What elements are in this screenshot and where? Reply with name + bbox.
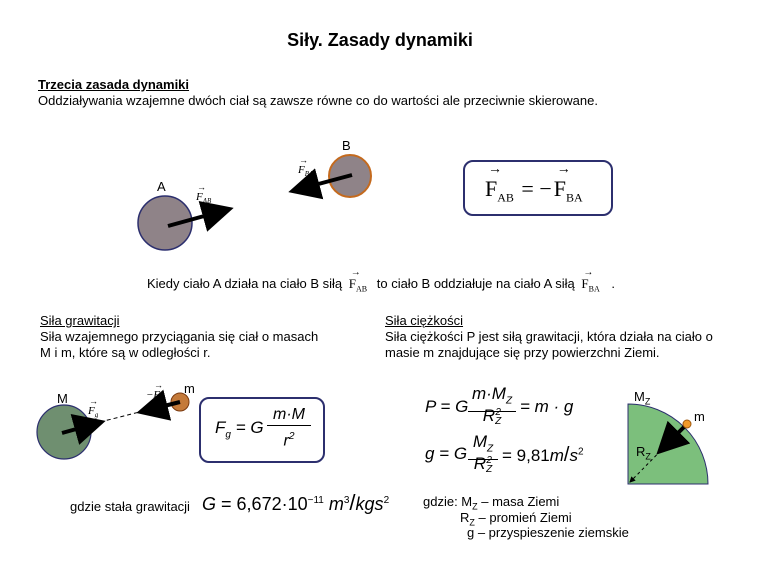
grav-eq: = G [235, 418, 264, 437]
label-MZ-sub: Z [644, 396, 651, 407]
formula-lhs-sub: AB [497, 190, 514, 205]
sentence-vec-BA: F [581, 276, 589, 291]
label-B: B [342, 138, 351, 153]
sentence-vec-AB: F [348, 276, 356, 291]
vec-arrow-glyph: → [197, 182, 206, 192]
const-value: = 6,672·10 [221, 494, 308, 514]
label-MZ-letter: M [634, 389, 645, 404]
const-G: G [202, 494, 217, 514]
sentence-vec-AB-sub: AB [355, 284, 368, 294]
def1-rest: – masa Ziemi [477, 494, 560, 509]
vec-arrow-glyph: → [299, 155, 308, 165]
f1-num-text: m·M [471, 384, 506, 403]
f1-num-sub: Z [505, 395, 513, 407]
sentence-end: . [611, 276, 615, 291]
mass-m-dot [683, 420, 691, 428]
label-MZ [634, 388, 650, 411]
constant-label: gdzie stała grawitacji [70, 499, 190, 514]
f2-num-text: M [472, 432, 488, 451]
weight-f1-rhs: = m · g [520, 397, 574, 416]
weight-def3: g – przyspieszenie ziemskie [467, 525, 629, 540]
f2-den-text: R [473, 454, 487, 473]
grav-den-sup: 2 [288, 431, 295, 442]
vec-arrow-glyph: → [350, 267, 361, 278]
grav-F-sub: g [225, 429, 231, 441]
weight-f2-rhs: = $9,81m/s^2$ [502, 444, 584, 466]
vec-BA-label [298, 155, 314, 179]
constant-formula: $G = 6,672\cdot 10^{-11}$ $m^3/kgs^2$ [202, 490, 390, 515]
vec-Fg-sub: g [94, 411, 99, 420]
gravitation-heading: Siła grawitacji [40, 313, 120, 328]
const-unit-den-sup: 2 [383, 495, 390, 506]
vec-arrow-glyph: → [488, 162, 502, 177]
vec-BA-sub: BA [304, 170, 314, 179]
f2-unit-m: m [549, 446, 564, 465]
vec-Fg-letter: F [88, 405, 95, 417]
third-law-sentence [147, 267, 615, 298]
vec-arrow-glyph: → [89, 396, 98, 406]
label-RZ-sub: Z [645, 451, 651, 462]
def1-text: gdzie: M [423, 494, 473, 509]
weight-f2-lhs: g = G [425, 444, 468, 463]
label-m-earth: m [694, 409, 705, 424]
def2-sub: Z [469, 517, 475, 528]
f2-unit-s: s [569, 446, 578, 465]
vec-arrow-glyph: → [556, 162, 571, 177]
formula-rhs-sub: BA [566, 190, 583, 205]
label-M: M [57, 391, 68, 406]
gravitation-formula-box [199, 397, 325, 463]
const-unit-m-sup: 3 [343, 495, 350, 506]
def1-sub: Z [472, 501, 478, 512]
label-A: A [157, 179, 166, 194]
vec-minus-Fg-sub: g [160, 395, 164, 404]
third-law-heading: Trzecia zasada dynamiki [38, 77, 190, 92]
const-exp: −11 [307, 495, 324, 506]
weight-f1-den [468, 406, 516, 426]
const-unit-den: kgs [355, 494, 384, 514]
weight-f1-lhs: P = G [425, 397, 469, 416]
label-m: m [184, 381, 195, 396]
formula-rhs: F [553, 176, 566, 201]
vec-AB-label [196, 182, 212, 206]
sentence-part2: to ciało B oddziałuje na ciało A siłą [376, 276, 575, 291]
f1-den-text: R [482, 406, 496, 425]
label-RZ [636, 443, 651, 466]
gravitation-line2: M i m, które są w odległości r. [40, 345, 211, 360]
f2-unit-sup: 2 [577, 446, 584, 458]
gravitation-line1: Siła wzajemnego przyciągania się ciał o masach [40, 329, 319, 344]
weight-line1: Siła ciężkości P jest siłą grawitacji, która działa na ciało o [385, 329, 713, 344]
vec-AB-letter: F [196, 191, 203, 203]
def2-text: R [460, 510, 470, 525]
def2-rest: – promień Ziemi [474, 510, 572, 525]
vec-arrow-glyph: → [583, 267, 594, 278]
grav-numerator: m·M [267, 405, 311, 426]
third-law-formula [485, 162, 583, 205]
f1-den-sub: Z [495, 415, 502, 427]
grav-denominator [267, 427, 311, 451]
vec-BA-letter: F [298, 164, 305, 176]
weight-heading: Siła ciężkości [385, 313, 464, 328]
vec-arrow-glyph: → [154, 380, 163, 390]
f2-num-sub: Z [487, 443, 494, 455]
weight-f2-den [468, 454, 498, 474]
weight-line2: masie m znajdujące się przy powierzchni Ziemi. [385, 345, 660, 360]
formula-eq: = − [521, 176, 552, 201]
sentence-vec-BA-sub: BA [588, 284, 600, 294]
f2-value: = 9,81 [502, 446, 550, 465]
label-P: P [676, 435, 685, 450]
sentence-part1: Kiedy ciało A działa na ciało B siłą [147, 276, 343, 291]
grav-den-r: r [283, 432, 289, 450]
vec-AB-sub: AB [202, 197, 212, 206]
grav-formula-lhs [215, 418, 264, 440]
f1-den-sup: 2 [495, 406, 501, 418]
grav-F: F [215, 418, 226, 437]
vec-Fg-label [88, 396, 99, 420]
const-unit-m: m [328, 494, 344, 514]
third-law-text: Oddziaływania wzajemne dwóch ciał są zawsze równe co do wartości ale przeciwnie skierowane. [38, 93, 598, 108]
label-RZ-letter: R [636, 444, 646, 459]
f2-den-sup: 2 [486, 454, 492, 466]
third-law-formula-box [463, 160, 613, 216]
vec-minus-Fg-letter: −F [146, 389, 161, 401]
formula-lhs: F [485, 176, 498, 201]
page-title: Siły. Zasady dynamiki [287, 30, 473, 50]
vec-minus-Fg-label [146, 380, 164, 404]
f2-den-sub: Z [486, 463, 493, 475]
